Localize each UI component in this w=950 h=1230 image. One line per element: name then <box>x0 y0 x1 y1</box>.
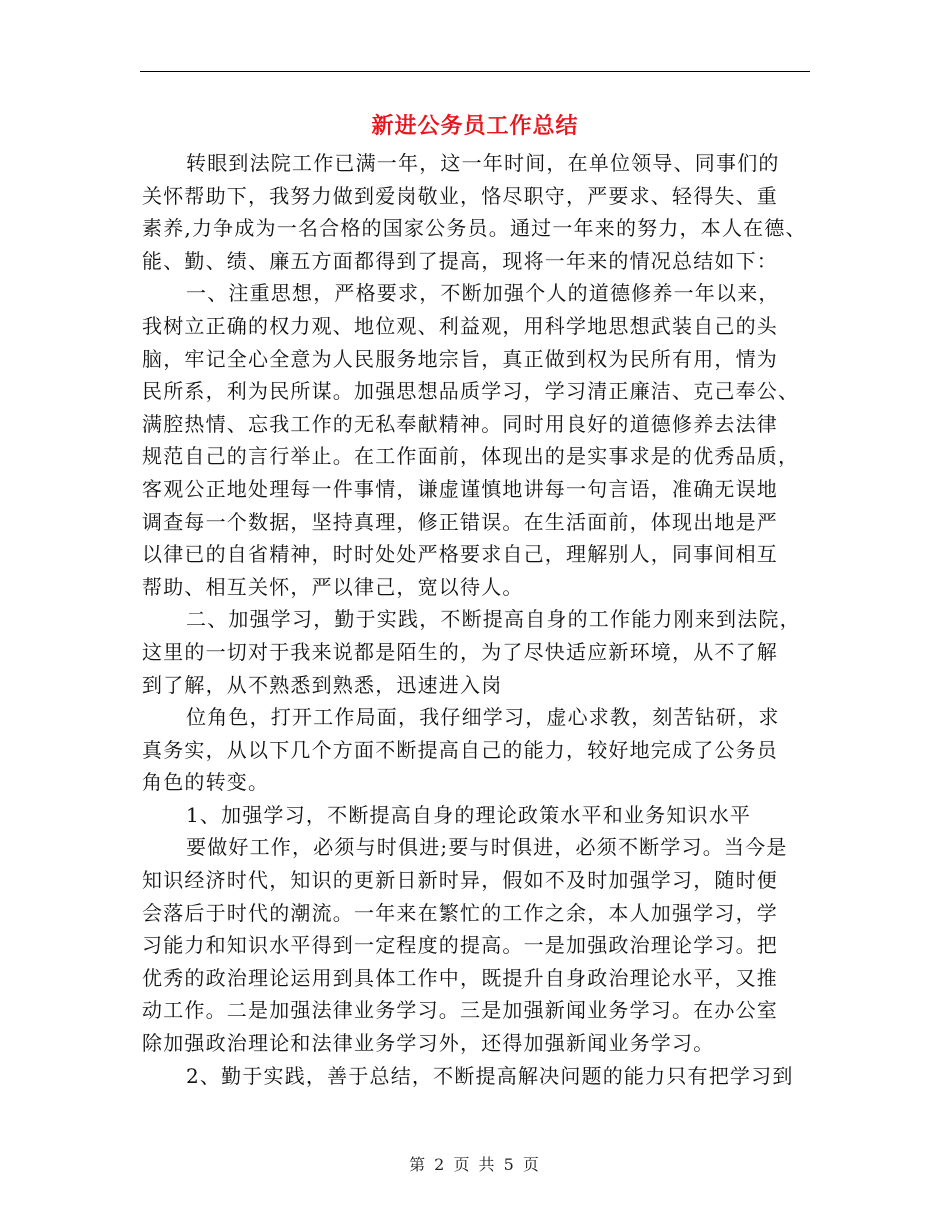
body-line: 角色的转变。 <box>142 770 270 795</box>
body-line: 1、加强学习，不断提高自身的理论政策水平和业务知识水平 <box>186 802 752 827</box>
body-line: 动工作。二是加强法律业务学习。三是加强新闻业务学习。在办公室 <box>142 998 778 1023</box>
body-line: 规范自己的言行举止。在工作面前，体现出的是实事求是的优秀品质， <box>142 444 800 469</box>
body-line: 关怀帮助下，我努力做到爱岗敬业，恪尽职守，严要求、轻得失、重 <box>142 183 778 208</box>
body-line: 调查每一个数据，坚持真理，修正错误。在生活面前，体现出地是严 <box>142 509 778 534</box>
body-line: 二、加强学习，勤于实践，不断提高自身的工作能力刚来到法院， <box>186 607 801 632</box>
body-line: 真务实，从以下几个方面不断提高自己的能力，较好地完成了公务员 <box>142 737 778 762</box>
body-line: 这里的一切对于我来说都是陌生的，为了尽快适应新环境，从不了解 <box>142 639 778 664</box>
page-number-footer: 第 2 页 共 5 页 <box>409 1155 541 1174</box>
body-line: 转眼到法院工作已满一年，这一年时间，在单位领导、同事们的 <box>186 151 780 175</box>
body-line: 优秀的政治理论运用到具体工作中，既提升自身政治理论水平，又推 <box>142 965 778 990</box>
body-line: 2、勤于实践，善于总结，不断提高解决问题的能力只有把学习到 <box>186 1063 794 1088</box>
body-line: 位角色，打开工作局面，我仔细学习，虚心求教，刻苦钻研，求 <box>186 705 780 730</box>
body-line: 帮助、相互关怀，严以律己，宽以待人。 <box>142 574 524 599</box>
body-line: 以律已的自省精神，时时处处严格要求自己，理解别人，同事间相互 <box>142 542 778 567</box>
body-line: 要做好工作，必须与时俱进;要与时俱进，必须不断学习。当今是 <box>186 835 788 860</box>
body-line: 到了解，从不熟悉到熟悉，迅速进入岗 <box>142 672 503 697</box>
body-line: 客观公正地处理每一件事情，谦虚谨慎地讲每一句言语，准确无误地 <box>142 476 778 501</box>
body-line: 我树立正确的权力观、地位观、利益观，用科学地思想武装自己的头 <box>142 313 778 338</box>
body-line: 习能力和知识水平得到一定程度的提高。一是加强政治理论学习。把 <box>142 933 778 958</box>
document-body <box>142 147 812 1092</box>
body-line: 知识经济时代，知识的更新日新时异，假如不及时加强学习，随时便 <box>142 868 778 893</box>
body-line: 素养,力争成为一名合格的国家公务员。通过一年来的努力，本人在德、 <box>142 216 807 241</box>
body-line: 能、勤、绩、廉五方面都得到了提高，现将一年来的情况总结如下： <box>142 248 778 273</box>
body-line: 一、注重思想，严格要求，不断加强个人的道德修养一年以来， <box>186 281 780 306</box>
body-line: 民所系，利为民所谋。加强思想品质学习，学习清正廉洁、克己奉公、 <box>142 379 800 404</box>
body-line: 除加强政治理论和法律业务学习外，还得加强新闻业务学习。 <box>142 1031 715 1056</box>
body-line: 会落后于时代的潮流。一年来在繁忙的工作之余，本人加强学习，学 <box>142 900 778 925</box>
document-title: 新进公务员工作总结 <box>371 113 579 139</box>
body-line: 脑，牢记全心全意为人民服务地宗旨，真正做到权为民所有用，情为 <box>142 346 778 371</box>
header-rule <box>140 71 810 72</box>
body-line: 满腔热情、忘我工作的无私奉献精神。同时用良好的道德修养去法律 <box>142 411 778 436</box>
